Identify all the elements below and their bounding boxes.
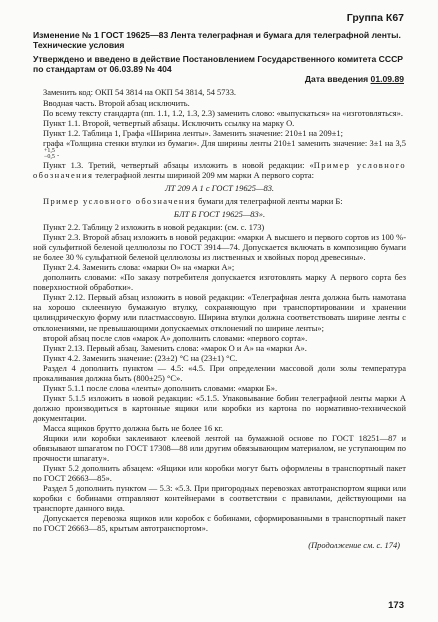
paragraph: Пункт 5.2 дополнить абзацем: «Ящики или коробки могут быть оформлены в транспортный пакет по ГОСТ 26663—85». — [33, 463, 406, 484]
approval-note: Утверждено и введено в действие Постановлением Государственного комитета СССР по стандартам от 06.03.89 № 404 — [33, 53, 404, 74]
paragraph: Заменить код: ОКП 54 3814 на ОКП 54 3814, 54 5733. — [43, 87, 237, 98]
paragraph: Раздел 5 дополнить пунктом — 5.3: «5.3. При пригородных перевозках автотранспортом ящики или коробки с бобинами отправляют контейнерами в соответствии с правилами, действующими на транспорте данного вида. — [33, 483, 406, 514]
spaced-text: Пример условного обозначения — [33, 159, 406, 180]
paragraph: дополнить словами: «По заказу потребителя допускается изготовлять марку А первого сорта без поверхностной обработки». — [33, 272, 406, 293]
paragraph-text: бумаги для телеграфной ленты марки Б: — [196, 195, 343, 206]
designation-example: ЛТ 209 А 1 с ГОСТ 19625—83. — [164, 182, 275, 193]
document-heading: Изменение № 1 ГОСТ 19625—83 Лента телеграфная и бумага для телеграфной ленты. Технические условия — [33, 30, 401, 51]
paragraph: второй абзац после слов «марок А» дополнить словами: «первого сорта». — [43, 332, 308, 343]
paragraph — [33, 160, 406, 180]
paragraph: Пункт 5.1.5 изложить в новой редакции: «5.1.5. Упаковывание бобин телеграфной ленты марки А должно производиться в картонные ящики или коробки из картона по нормативно-технической документации. — [33, 392, 406, 423]
page-number: 173 — [388, 600, 404, 611]
paragraph-text: графа «Толщина стенки втулки из бумаги». Для ширины ленты 210±1 заменить значение: 3±1 на 3,5 — [43, 137, 406, 148]
group-code: Группа К67 — [346, 12, 404, 24]
paragraph: Пункт 2.3. Второй абзац изложить в новой редакции: «марки А высшего и первого сортов из 100 %-ной сульфитной беленой целлюлозы по ГОСТ 3914—74. Допускается включать в композицию бумаги не более 30 % сульфатной беленой целлюлозы из лиственных и хвойных пород древесины». — [33, 232, 406, 263]
tolerance-lower: −0,5 — [44, 153, 55, 160]
spaced-text: Пример условного обозначения — [43, 195, 197, 206]
paragraph-text: . — [54, 147, 60, 158]
paragraph: Пункт 2.13. Первый абзац. Заменить слова: «марок О и А» на «марки А». — [43, 342, 307, 353]
continuation-note: (Продолжение см. с. 174) — [308, 539, 400, 550]
paragraph: Пункт 2.4. Заменить слова: «марки О» на «марки А»; — [43, 262, 235, 273]
date-value: 01.09.89 — [370, 74, 404, 85]
paragraph — [33, 138, 406, 160]
paragraph: Пункт 4.2. Заменить значение: (23±2) °С на (23±1) °С. — [43, 352, 238, 363]
date-label: Дата введения — [304, 74, 371, 85]
paragraph: Раздел 4 дополнить пунктом — 4.5: «4.5. При определении массовой доли золы температура прокаливания должна быть (800±25) °С». — [33, 362, 406, 383]
effective-date — [33, 74, 404, 84]
paragraph-text: телеграфной ленты шириной 209 мм марки А первого сорта: — [93, 169, 314, 180]
tolerance-fraction — [34, 148, 55, 160]
paragraph: Пункт 2.2. Таблицу 2 изложить в новой редакции: (см. с. 173) — [43, 222, 265, 233]
paragraph: Масса ящиков брутто должна быть не более 16 кг. — [43, 423, 224, 433]
tolerance-upper: +1,5 — [44, 147, 55, 154]
designation-example: БЛТ Б ГОСТ 19625—83». — [173, 209, 266, 220]
paragraph: Ящики или коробки заклеивают клеевой лентой на бумажной основе по ГОСТ 18251—87 и обвязывают шпагатом по ГОСТ 17308—88 или другим обвязывающим материалом, не уступающим по прочности шпагату». — [33, 433, 406, 464]
paragraph: Пункт 1.1. Второй, четвертый абзацы. Исключить ссылку на марку О. — [43, 117, 295, 128]
paragraph — [33, 196, 406, 206]
paragraph: Пункт 1.2. Таблица 1, Графа «Ширина ленты». Заменить значение: 210±1 на 209±1; — [43, 127, 343, 138]
paragraph: По всему тексту стандарта (пп. 1.1, 1.2, 1.3, 2.3) заменить слово: «выпускаться» на «изготовляться». — [43, 107, 403, 118]
paragraph-text: Пункт 1.3. Третий, четвертый абзацы изложить в новой редакции: « — [43, 159, 314, 170]
paragraph: Вводная часть. Второй абзац исключить. — [43, 97, 190, 108]
paragraph: Пункт 2.12. Первый абзац изложить в новой редакции: «Телеграфная лента должна быть намотана на хорошо склеенную бумажную втулку, сохраняющую при транспортировании и хранении цилиндрическую форму или пластмассовую. Ширина втулки должна соответствовать ширине ленты с отклонениями, не превышающими допускаемых отклонений по ширине ленты»; — [33, 292, 406, 333]
paragraph: Пункт 5.1.1 после слова «ленты» дополнить словами: «марки Б». — [43, 382, 278, 393]
document-body — [33, 87, 406, 533]
paragraph: Допускается перевозка ящиков или коробок с бобинами, сформированными в транспортный пакет по ГОСТ 26663—85, крытым автотранспортом». — [33, 513, 406, 534]
